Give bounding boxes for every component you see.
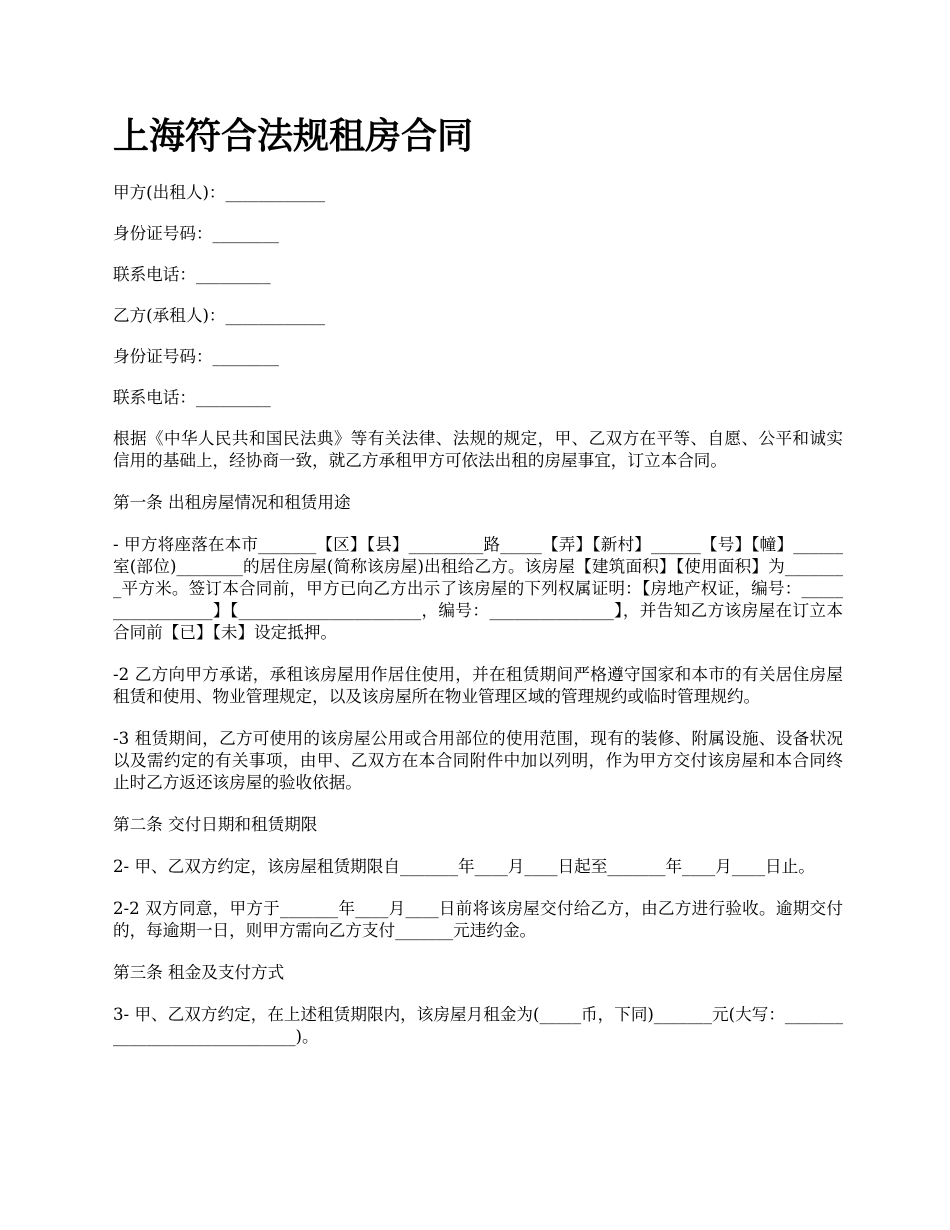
clause-1-3: -3 租赁期间，乙方可使用的该房屋公用或合用部位的使用范围，现有的装修、附属设施、设备状况以及需约定的有关事项，由甲、乙双方在本合同附件中加以列明，作为甲方交付该房屋和本合同终止时乙方返还该房屋的验收依据。: [113, 729, 843, 792]
article-2-heading: 第二条 交付日期和租赁期限: [113, 815, 318, 834]
clause-2-1: 2- 甲、乙双方约定，该房屋租赁期限自_______年____月____日起至_______年____月____日止。: [113, 857, 815, 876]
document-title: 上海符合法规租房合同: [113, 115, 474, 157]
clause-1-2: -2 乙方向甲方承诺，承租该房屋用作居住使用，并在租赁期间严格遵守国家和本市的有关居住房屋租赁和使用、物业管理规定，以及该房屋所在物业管理区域的管理规约或临时管理规约。: [113, 665, 843, 706]
preamble-paragraph: 根据《中华人民共和国民法典》等有关法律、法规的规定，甲、乙双方在平等、自愿、公平和诚实信用的基础上，经协商一致，就乙方承租甲方可依法出租的房屋事宜，订立本合同。: [113, 429, 843, 470]
article-1-heading: 第一条 出租房屋情况和租赁用途: [113, 493, 351, 512]
lessor-phone-field: 联系电话：_________: [113, 265, 271, 284]
article-3-heading: 第三条 租金及支付方式: [113, 963, 285, 982]
lessee-id-field: 身份证号码：________: [113, 347, 279, 366]
clause-1-1: - 甲方将座落在本市_______【区】【县】_________路_____【弄】【新村】______【号】【幢】______室(部位)________的居住房屋(简称该房屋)出租给乙方。该房屋【建筑面积】【使用面积】为________平方米。签订本合同前，甲方已向乙方出示了该房屋的下列权属证明：【房地产权证，编号：_________________】【______________________，编号：_______________】，并告知乙方该房屋在订立本合同前【已】【未】设定抵押。: [113, 535, 843, 642]
lessor-name-field: 甲方(出租人)：____________: [113, 183, 326, 202]
lessee-phone-field: 联系电话：_________: [113, 388, 271, 407]
document-page: [113, 112, 843, 1068]
lessor-id-field: 身份证号码：________: [113, 224, 279, 243]
lessee-name-field: 乙方(承租人)：____________: [113, 306, 326, 325]
clause-2-2: 2-2 双方同意，甲方于_______年____月____日前将该房屋交付给乙方，由乙方进行验收。逾期交付的，每逾期一日，则甲方需向乙方支付_______元违约金。: [113, 899, 843, 940]
clause-3-1: 3- 甲、乙双方约定，在上述租赁期限内，该房屋月租金为(_____币，下同)_______元(大写：_____________________________)。: [113, 1005, 843, 1046]
